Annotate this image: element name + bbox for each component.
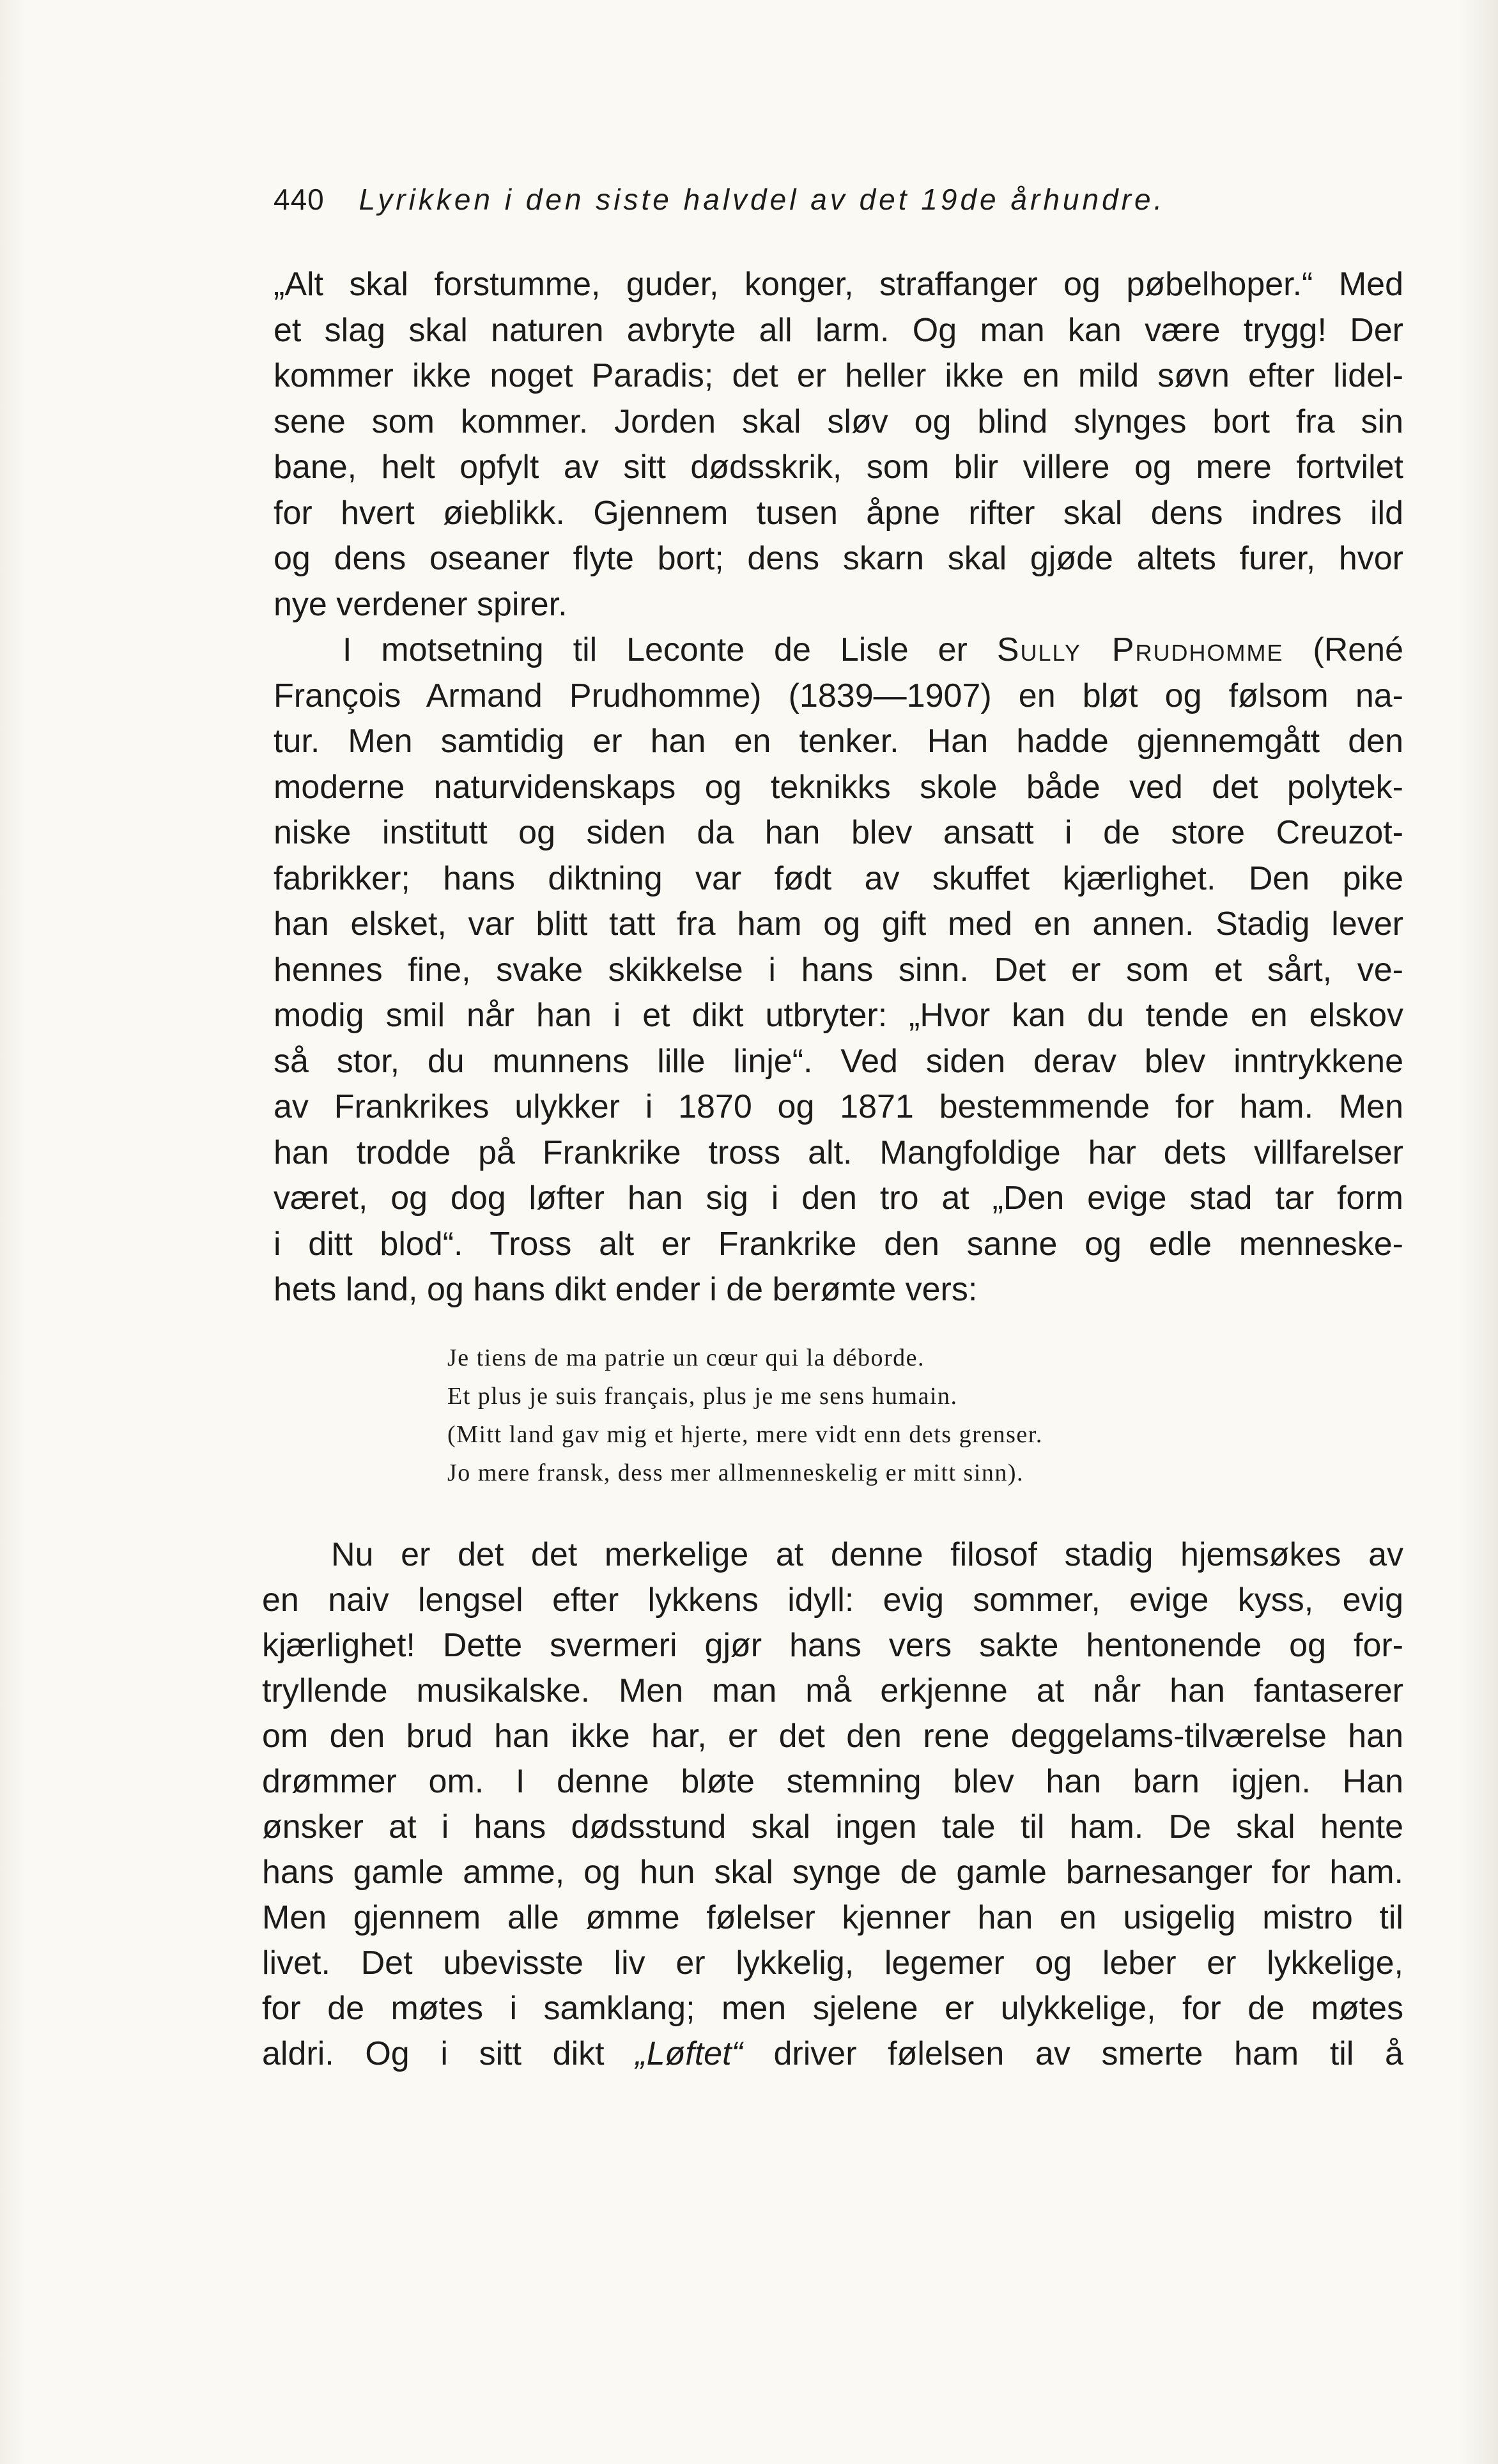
text-line: kjærlighet! Dette svermeri gjør hans vers sakte hentonende og for-: [262, 1627, 1403, 1664]
verse-quote: [447, 1339, 1278, 1492]
text-line: „Alt skal forstumme, guder, konger, straffanger og pøbelhoper.“ Med: [274, 266, 1403, 303]
text-fragment: aldri. Og i sitt dikt: [262, 2035, 605, 2072]
verse-line: Je tiens de ma patrie un cœur qui la déborde.: [447, 1344, 925, 1371]
text-line: drømmer om. I denne bløte stemning blev han barn igjen. Han: [262, 1763, 1403, 1800]
main-text: [274, 262, 1403, 1313]
text-line: François Armand Prudhomme) (1839—1907) en bløt og følsom na-: [274, 677, 1403, 714]
text-fragment: driver følelsen av smerte ham til å: [773, 2035, 1403, 2072]
verse-line: (Mitt land gav mig et hjerte, mere vidt enn dets grenser.: [447, 1421, 1043, 1448]
text-line: hans gamle amme, og hun skal synge de gamle barnesanger for ham.: [262, 1854, 1403, 1891]
text-line: fabrikker; hans diktning var født av skuffet kjærlighet. Den pike: [274, 859, 1403, 897]
verse-line: Et plus je suis français, plus je me sens humain.: [447, 1383, 958, 1410]
text-line: nye verdener spirer.: [274, 585, 568, 623]
text-line: en naiv lengsel efter lykkens idyll: evig sommer, evige kyss, evig: [262, 1582, 1403, 1619]
text-fragment: I motsetning til Leconte de Lisle er: [343, 631, 968, 668]
text-line-with-name: [274, 628, 1403, 674]
text-line-with-title: [262, 2031, 1403, 2077]
text-line: et slag skal naturen avbryte all larm. Og man kan være trygg! Der: [274, 311, 1403, 349]
verse-line: Jo mere fransk, dess mer allmenneskelig er mitt sinn).: [447, 1459, 1024, 1486]
page-number: 440: [274, 183, 325, 216]
text-line: i ditt blod“. Tross alt er Frankrike den sanne og edle menneske-: [274, 1225, 1403, 1263]
text-line: om den brud han ikke har, er det den rene deggelams-tilværelse han: [262, 1718, 1403, 1755]
text-line: sene som kommer. Jorden skal sløv og blind slynges bort fra sin: [274, 403, 1403, 440]
text-line: og dens oseaner flyte bort; dens skarn skal gjøde altets furer, hvor: [274, 540, 1403, 577]
text-line: så stor, du munnens lille linje“. Ved siden derav blev inntrykkene: [274, 1042, 1403, 1080]
text-line: han trodde på Frankrike tross alt. Mangfoldige har dets villfarelser: [274, 1134, 1403, 1171]
text-line: moderne naturvidenskaps og teknikks skole både ved det polytek-: [274, 768, 1403, 806]
text-line: han elsket, var blitt tatt fra ham og gift med en annen. Stadig lever: [274, 905, 1403, 943]
text-line: modig smil når han i et dikt utbryter: „Hvor kan du tende en elskov: [274, 997, 1403, 1034]
text-line: Nu er det det merkelige at denne filosof stadig hjemsøkes av: [331, 1536, 1403, 1573]
main-text-continued: [262, 1532, 1403, 2077]
text-fragment: (René: [1313, 631, 1403, 668]
running-header: [274, 182, 1296, 227]
text-line: av Frankrikes ulykker i 1870 og 1871 bestemmende for ham. Men: [274, 1088, 1403, 1125]
text-line: hennes fine, svake skikkelse i hans sinn. Det er som et sårt, ve-: [274, 951, 1403, 989]
page-edge-shadow-right: [1460, 0, 1498, 2464]
text-line: bane, helt opfylt av sitt dødsskrik, som blir villere og mere fortvilet: [274, 449, 1403, 486]
page-edge-shadow-left: [0, 0, 26, 2464]
text-line: hets land, og hans dikt ender i de berømte vers:: [274, 1271, 978, 1308]
running-title: Lyrikken i den siste halvdel av det 19de århundre.: [359, 183, 1166, 216]
author-name: Sully Prudhomme: [996, 631, 1284, 668]
text-line: ønsker at i hans dødsstund skal ingen tale til ham. De skal hente: [262, 1808, 1403, 1845]
text-line: tryllende musikalske. Men man må erkjenne at når han fantaserer: [262, 1672, 1403, 1709]
text-line: for hvert øieblikk. Gjennem tusen åpne rifter skal dens indres ild: [274, 494, 1403, 532]
text-line: Men gjennem alle ømme følelser kjenner han en usigelig mistro til: [262, 1899, 1403, 1936]
poem-title: „Løftet“: [635, 2035, 743, 2072]
text-line: været, og dog løfter han sig i den tro at „Den evige stad tar form: [274, 1180, 1403, 1217]
text-line: kommer ikke noget Paradis; det er heller ikke en mild søvn efter lidel-: [274, 357, 1403, 394]
text-line: niske institutt og siden da han blev ansatt i de store Creuzot-: [274, 814, 1403, 851]
text-line: for de møtes i samklang; men sjelene er ulykkelige, for de møtes: [262, 1990, 1403, 2027]
text-line: livet. Det ubevisste liv er lykkelig, legemer og leber er lykkelige,: [262, 1944, 1403, 1982]
text-line: tur. Men samtidig er han en tenker. Han hadde gjennemgått den: [274, 723, 1403, 760]
